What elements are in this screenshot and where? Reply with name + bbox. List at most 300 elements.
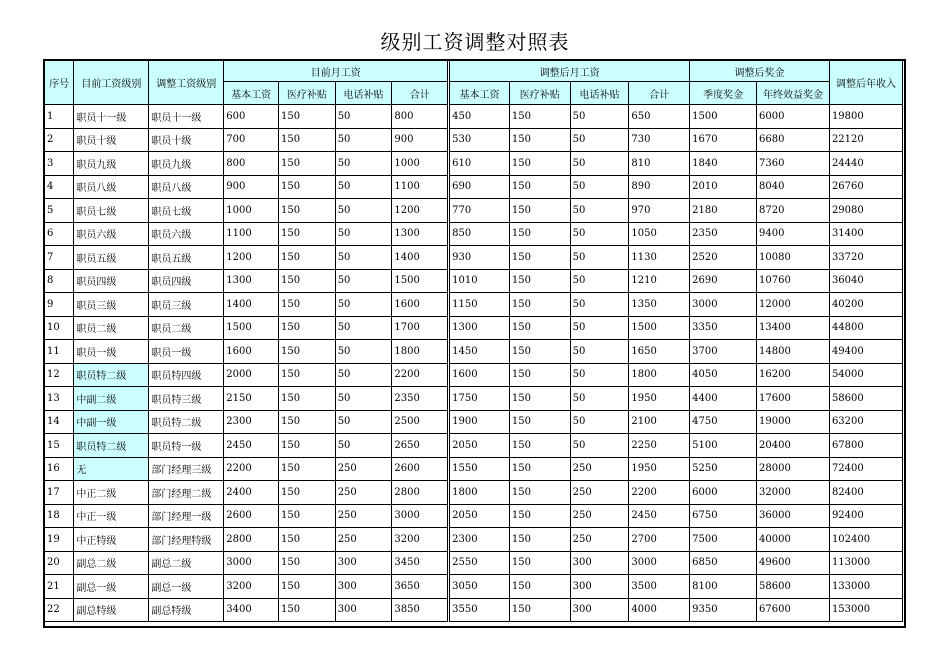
cell-total-adjusted: 1800 — [629, 363, 690, 387]
cell-medical: 150 — [278, 504, 335, 528]
cell-base: 3400 — [224, 598, 279, 622]
cell-year-bonus: 28000 — [757, 457, 830, 481]
cell-annual-income: 36040 — [829, 269, 902, 293]
cell-medical-adjusted: 150 — [509, 598, 570, 622]
cell-medical-adjusted: 150 — [509, 575, 570, 599]
cell-seq: 9 — [45, 293, 74, 317]
cell-base-adjusted: 1550 — [449, 457, 510, 481]
cell-base: 2300 — [224, 410, 279, 434]
cell-total: 1200 — [392, 199, 449, 223]
cell-annual-income: 153000 — [829, 598, 902, 622]
cell-annual-income: 44800 — [829, 316, 902, 340]
cell-quarter-bonus: 2690 — [690, 269, 757, 293]
cell-total-adjusted: 2100 — [629, 410, 690, 434]
cell-base: 2800 — [224, 528, 279, 552]
cell-annual-income: 49400 — [829, 340, 902, 364]
cell-seq: 18 — [45, 504, 74, 528]
cell-phone: 300 — [335, 575, 392, 599]
cell-total-adjusted: 1210 — [629, 269, 690, 293]
cell-base: 700 — [224, 128, 279, 152]
cell-adjusted-level: 职员特二级 — [149, 410, 224, 434]
cell-quarter-bonus: 3700 — [690, 340, 757, 364]
header-quarter-bonus: 季度奖金 — [690, 82, 757, 105]
cell-medical: 150 — [278, 128, 335, 152]
table-row — [45, 551, 903, 575]
cell-adjusted-level: 职员二级 — [149, 316, 224, 340]
cell-annual-income: 31400 — [829, 222, 902, 246]
cell-current-level: 职员十一级 — [74, 105, 149, 129]
cell-quarter-bonus: 4050 — [690, 363, 757, 387]
header-current-monthly: 目前月工资 — [224, 61, 449, 82]
cell-seq: 6 — [45, 222, 74, 246]
cell-phone-adjusted: 50 — [570, 316, 629, 340]
cell-phone-adjusted: 300 — [570, 575, 629, 599]
cell-base-adjusted: 450 — [449, 105, 510, 129]
cell-year-bonus: 14800 — [757, 340, 830, 364]
cell-current-level: 职员十级 — [74, 128, 149, 152]
cell-medical-adjusted: 150 — [509, 340, 570, 364]
cell-medical: 150 — [278, 222, 335, 246]
cell-medical-adjusted: 150 — [509, 128, 570, 152]
cell-current-level: 职员特二级 — [74, 434, 149, 458]
cell-annual-income: 54000 — [829, 363, 902, 387]
cell-adjusted-level: 副总特级 — [149, 598, 224, 622]
cell-annual-income: 40200 — [829, 293, 902, 317]
cell-phone-adjusted: 50 — [570, 222, 629, 246]
cell-adjusted-level: 职员十级 — [149, 128, 224, 152]
cell-base-adjusted: 3050 — [449, 575, 510, 599]
cell-medical-adjusted: 150 — [509, 246, 570, 270]
cell-base: 900 — [224, 175, 279, 199]
cell-medical: 150 — [278, 316, 335, 340]
cell-total: 800 — [392, 105, 449, 129]
cell-total: 900 — [392, 128, 449, 152]
table-row — [45, 152, 903, 176]
table-row — [45, 598, 903, 622]
cell-annual-income: 92400 — [829, 504, 902, 528]
cell-current-level: 中副一级 — [74, 410, 149, 434]
cell-adjusted-level: 职员特一级 — [149, 434, 224, 458]
cell-adjusted-level: 职员三级 — [149, 293, 224, 317]
cell-seq: 2 — [45, 128, 74, 152]
cell-phone: 250 — [335, 481, 392, 505]
cell-base: 2150 — [224, 387, 279, 411]
salary-table — [44, 60, 903, 622]
cell-medical-adjusted: 150 — [509, 457, 570, 481]
cell-quarter-bonus: 6750 — [690, 504, 757, 528]
cell-medical: 150 — [278, 598, 335, 622]
cell-medical-adjusted: 150 — [509, 410, 570, 434]
cell-total: 2800 — [392, 481, 449, 505]
cell-adjusted-level: 职员四级 — [149, 269, 224, 293]
cell-quarter-bonus: 4400 — [690, 387, 757, 411]
cell-quarter-bonus: 2350 — [690, 222, 757, 246]
cell-total-adjusted: 3000 — [629, 551, 690, 575]
cell-phone-adjusted: 250 — [570, 528, 629, 552]
table-row — [45, 575, 903, 599]
cell-year-bonus: 12000 — [757, 293, 830, 317]
cell-phone: 50 — [335, 316, 392, 340]
cell-base-adjusted: 2050 — [449, 434, 510, 458]
cell-seq: 12 — [45, 363, 74, 387]
cell-seq: 8 — [45, 269, 74, 293]
cell-phone: 250 — [335, 528, 392, 552]
cell-total: 2650 — [392, 434, 449, 458]
cell-medical: 150 — [278, 340, 335, 364]
cell-adjusted-level: 职员特四级 — [149, 363, 224, 387]
cell-current-level: 职员六级 — [74, 222, 149, 246]
cell-adjusted-level: 职员特三级 — [149, 387, 224, 411]
cell-phone: 50 — [335, 128, 392, 152]
cell-seq: 1 — [45, 105, 74, 129]
cell-year-bonus: 36000 — [757, 504, 830, 528]
cell-phone-adjusted: 50 — [570, 410, 629, 434]
cell-year-bonus: 9400 — [757, 222, 830, 246]
cell-total-adjusted: 890 — [629, 175, 690, 199]
cell-year-bonus: 58600 — [757, 575, 830, 599]
cell-current-level: 职员八级 — [74, 175, 149, 199]
cell-current-level: 副总二级 — [74, 551, 149, 575]
cell-phone: 300 — [335, 598, 392, 622]
header-adjusted-bonus: 调整后奖金 — [690, 61, 830, 82]
cell-adjusted-level: 职员七级 — [149, 199, 224, 223]
cell-seq: 7 — [45, 246, 74, 270]
cell-total: 1100 — [392, 175, 449, 199]
cell-total-adjusted: 2250 — [629, 434, 690, 458]
cell-seq: 4 — [45, 175, 74, 199]
cell-annual-income: 67800 — [829, 434, 902, 458]
cell-current-level: 职员九级 — [74, 152, 149, 176]
cell-phone-adjusted: 300 — [570, 551, 629, 575]
cell-base-adjusted: 3550 — [449, 598, 510, 622]
cell-medical: 150 — [278, 528, 335, 552]
cell-phone-adjusted: 50 — [570, 128, 629, 152]
cell-year-bonus: 20400 — [757, 434, 830, 458]
cell-seq: 16 — [45, 457, 74, 481]
cell-total-adjusted: 3500 — [629, 575, 690, 599]
cell-quarter-bonus: 1840 — [690, 152, 757, 176]
cell-annual-income: 22120 — [829, 128, 902, 152]
cell-total: 1500 — [392, 269, 449, 293]
cell-annual-income: 113000 — [829, 551, 902, 575]
cell-phone: 300 — [335, 551, 392, 575]
cell-base-adjusted: 2300 — [449, 528, 510, 552]
cell-base-adjusted: 1750 — [449, 387, 510, 411]
cell-annual-income: 19800 — [829, 105, 902, 129]
sheet-title: 级别工资调整对照表 — [380, 30, 570, 54]
table-row — [45, 199, 903, 223]
cell-base-adjusted: 1300 — [449, 316, 510, 340]
cell-medical-adjusted: 150 — [509, 152, 570, 176]
cell-current-level: 副总一级 — [74, 575, 149, 599]
cell-base-adjusted: 610 — [449, 152, 510, 176]
cell-total-adjusted: 2700 — [629, 528, 690, 552]
cell-quarter-bonus: 7500 — [690, 528, 757, 552]
cell-quarter-bonus: 5250 — [690, 457, 757, 481]
cell-phone: 50 — [335, 434, 392, 458]
cell-phone-adjusted: 250 — [570, 481, 629, 505]
cell-total: 2600 — [392, 457, 449, 481]
cell-total-adjusted: 1950 — [629, 457, 690, 481]
cell-base-adjusted: 1900 — [449, 410, 510, 434]
cell-total-adjusted: 2450 — [629, 504, 690, 528]
cell-medical-adjusted: 150 — [509, 105, 570, 129]
cell-base: 3000 — [224, 551, 279, 575]
cell-quarter-bonus: 1500 — [690, 105, 757, 129]
cell-phone-adjusted: 50 — [570, 340, 629, 364]
header-base: 基本工资 — [224, 82, 279, 105]
cell-medical: 150 — [278, 293, 335, 317]
cell-phone: 50 — [335, 410, 392, 434]
cell-current-level: 职员七级 — [74, 199, 149, 223]
cell-medical-adjusted: 150 — [509, 316, 570, 340]
cell-base: 800 — [224, 152, 279, 176]
cell-quarter-bonus: 2520 — [690, 246, 757, 270]
cell-year-bonus: 17600 — [757, 387, 830, 411]
cell-year-bonus: 10080 — [757, 246, 830, 270]
header-year-bonus: 年终效益奖金 — [757, 82, 830, 105]
cell-medical: 150 — [278, 199, 335, 223]
cell-annual-income: 29080 — [829, 199, 902, 223]
cell-phone: 50 — [335, 269, 392, 293]
cell-annual-income: 102400 — [829, 528, 902, 552]
cell-base-adjusted: 690 — [449, 175, 510, 199]
cell-base-adjusted: 850 — [449, 222, 510, 246]
cell-total-adjusted: 1650 — [629, 340, 690, 364]
cell-medical-adjusted: 150 — [509, 222, 570, 246]
cell-medical: 150 — [278, 152, 335, 176]
cell-phone-adjusted: 50 — [570, 246, 629, 270]
cell-year-bonus: 67600 — [757, 598, 830, 622]
cell-medical-adjusted: 150 — [509, 481, 570, 505]
header-total: 合计 — [392, 82, 449, 105]
cell-phone: 50 — [335, 105, 392, 129]
cell-seq: 20 — [45, 551, 74, 575]
cell-current-level: 职员一级 — [74, 340, 149, 364]
table-row — [45, 457, 903, 481]
header-seq: 序号 — [45, 61, 74, 105]
cell-base-adjusted: 1010 — [449, 269, 510, 293]
cell-total-adjusted: 730 — [629, 128, 690, 152]
cell-base: 600 — [224, 105, 279, 129]
header-adjusted-monthly: 调整后月工资 — [449, 61, 690, 82]
cell-base-adjusted: 930 — [449, 246, 510, 270]
cell-quarter-bonus: 6000 — [690, 481, 757, 505]
cell-medical: 150 — [278, 434, 335, 458]
cell-total-adjusted: 4000 — [629, 598, 690, 622]
cell-adjusted-level: 副总一级 — [149, 575, 224, 599]
cell-adjusted-level: 职员一级 — [149, 340, 224, 364]
cell-base: 1200 — [224, 246, 279, 270]
cell-total-adjusted: 1350 — [629, 293, 690, 317]
cell-total: 3450 — [392, 551, 449, 575]
table-row — [45, 387, 903, 411]
cell-medical: 150 — [278, 387, 335, 411]
cell-year-bonus: 13400 — [757, 316, 830, 340]
cell-base: 2600 — [224, 504, 279, 528]
cell-phone-adjusted: 50 — [570, 175, 629, 199]
header-base-adjusted: 基本工资 — [449, 82, 510, 105]
cell-year-bonus: 8720 — [757, 199, 830, 223]
cell-total: 2500 — [392, 410, 449, 434]
cell-seq: 14 — [45, 410, 74, 434]
cell-phone-adjusted: 50 — [570, 434, 629, 458]
cell-annual-income: 24440 — [829, 152, 902, 176]
cell-adjusted-level: 副总二级 — [149, 551, 224, 575]
cell-phone: 50 — [335, 387, 392, 411]
cell-phone-adjusted: 50 — [570, 293, 629, 317]
cell-quarter-bonus: 9350 — [690, 598, 757, 622]
cell-base-adjusted: 2050 — [449, 504, 510, 528]
table-row — [45, 175, 903, 199]
header-phone-adjusted: 电话补贴 — [570, 82, 629, 105]
cell-phone-adjusted: 300 — [570, 598, 629, 622]
cell-total-adjusted: 1500 — [629, 316, 690, 340]
cell-quarter-bonus: 6850 — [690, 551, 757, 575]
cell-phone: 250 — [335, 457, 392, 481]
cell-total-adjusted: 1950 — [629, 387, 690, 411]
header-current-level: 目前工资级别 — [74, 61, 149, 105]
cell-annual-income: 82400 — [829, 481, 902, 505]
cell-quarter-bonus: 3350 — [690, 316, 757, 340]
cell-medical-adjusted: 150 — [509, 387, 570, 411]
cell-total: 3000 — [392, 504, 449, 528]
cell-base: 1100 — [224, 222, 279, 246]
cell-current-level: 中副二级 — [74, 387, 149, 411]
cell-annual-income: 33720 — [829, 246, 902, 270]
cell-medical-adjusted: 150 — [509, 551, 570, 575]
cell-total: 1800 — [392, 340, 449, 364]
table-row — [45, 363, 903, 387]
cell-total-adjusted: 970 — [629, 199, 690, 223]
cell-quarter-bonus: 1670 — [690, 128, 757, 152]
header-adjusted-level: 调整工资级别 — [149, 61, 224, 105]
cell-medical: 150 — [278, 105, 335, 129]
table-row — [45, 340, 903, 364]
cell-quarter-bonus: 5100 — [690, 434, 757, 458]
cell-total-adjusted: 650 — [629, 105, 690, 129]
header-medical-adjusted: 医疗补贴 — [509, 82, 570, 105]
cell-base: 1400 — [224, 293, 279, 317]
cell-total: 2350 — [392, 387, 449, 411]
cell-phone-adjusted: 250 — [570, 504, 629, 528]
cell-seq: 19 — [45, 528, 74, 552]
cell-base: 2200 — [224, 457, 279, 481]
table-row — [45, 316, 903, 340]
cell-phone-adjusted: 50 — [570, 363, 629, 387]
cell-annual-income: 63200 — [829, 410, 902, 434]
cell-annual-income: 133000 — [829, 575, 902, 599]
table-row — [45, 222, 903, 246]
cell-total-adjusted: 1130 — [629, 246, 690, 270]
cell-medical: 150 — [278, 175, 335, 199]
cell-total: 1700 — [392, 316, 449, 340]
cell-current-level: 职员四级 — [74, 269, 149, 293]
cell-current-level: 职员二级 — [74, 316, 149, 340]
cell-phone-adjusted: 50 — [570, 269, 629, 293]
table-row — [45, 293, 903, 317]
cell-seq: 11 — [45, 340, 74, 364]
cell-medical: 150 — [278, 269, 335, 293]
table-row — [45, 269, 903, 293]
cell-base: 1500 — [224, 316, 279, 340]
cell-base: 1300 — [224, 269, 279, 293]
cell-seq: 13 — [45, 387, 74, 411]
cell-medical-adjusted: 150 — [509, 199, 570, 223]
cell-current-level: 职员三级 — [74, 293, 149, 317]
cell-base: 3200 — [224, 575, 279, 599]
cell-base: 1600 — [224, 340, 279, 364]
cell-adjusted-level: 部门经理二级 — [149, 481, 224, 505]
header-phone: 电话补贴 — [335, 82, 392, 105]
cell-year-bonus: 49600 — [757, 551, 830, 575]
cell-phone-adjusted: 250 — [570, 457, 629, 481]
cell-quarter-bonus: 3000 — [690, 293, 757, 317]
cell-medical-adjusted: 150 — [509, 434, 570, 458]
header-total-adjusted: 合计 — [629, 82, 690, 105]
cell-phone: 50 — [335, 175, 392, 199]
cell-year-bonus: 10760 — [757, 269, 830, 293]
table-row — [45, 246, 903, 270]
cell-phone-adjusted: 50 — [570, 199, 629, 223]
cell-current-level: 中正一级 — [74, 504, 149, 528]
cell-current-level: 中正二级 — [74, 481, 149, 505]
cell-year-bonus: 8040 — [757, 175, 830, 199]
cell-medical-adjusted: 150 — [509, 504, 570, 528]
cell-phone: 50 — [335, 293, 392, 317]
cell-quarter-bonus: 2010 — [690, 175, 757, 199]
cell-adjusted-level: 职员八级 — [149, 175, 224, 199]
cell-medical: 150 — [278, 363, 335, 387]
cell-year-bonus: 19000 — [757, 410, 830, 434]
cell-current-level: 无 — [74, 457, 149, 481]
cell-total: 1000 — [392, 152, 449, 176]
cell-base-adjusted: 770 — [449, 199, 510, 223]
cell-adjusted-level: 部门经理一级 — [149, 504, 224, 528]
cell-seq: 17 — [45, 481, 74, 505]
cell-total: 1600 — [392, 293, 449, 317]
cell-quarter-bonus: 8100 — [690, 575, 757, 599]
cell-year-bonus: 16200 — [757, 363, 830, 387]
cell-adjusted-level: 职员九级 — [149, 152, 224, 176]
table-row — [45, 434, 903, 458]
cell-current-level: 职员五级 — [74, 246, 149, 270]
table-row — [45, 528, 903, 552]
cell-phone: 50 — [335, 246, 392, 270]
cell-base: 2450 — [224, 434, 279, 458]
table-row — [45, 504, 903, 528]
cell-total: 1300 — [392, 222, 449, 246]
cell-seq: 10 — [45, 316, 74, 340]
cell-year-bonus: 7360 — [757, 152, 830, 176]
cell-phone-adjusted: 50 — [570, 152, 629, 176]
cell-medical: 150 — [278, 410, 335, 434]
cell-seq: 21 — [45, 575, 74, 599]
cell-current-level: 中正特级 — [74, 528, 149, 552]
table-row — [45, 105, 903, 129]
cell-medical: 150 — [278, 246, 335, 270]
cell-total-adjusted: 2200 — [629, 481, 690, 505]
cell-base-adjusted: 2550 — [449, 551, 510, 575]
cell-medical-adjusted: 150 — [509, 363, 570, 387]
cell-base: 2400 — [224, 481, 279, 505]
cell-seq: 5 — [45, 199, 74, 223]
table-row — [45, 128, 903, 152]
cell-phone-adjusted: 50 — [570, 387, 629, 411]
cell-annual-income: 58600 — [829, 387, 902, 411]
cell-annual-income: 72400 — [829, 457, 902, 481]
cell-phone: 50 — [335, 199, 392, 223]
